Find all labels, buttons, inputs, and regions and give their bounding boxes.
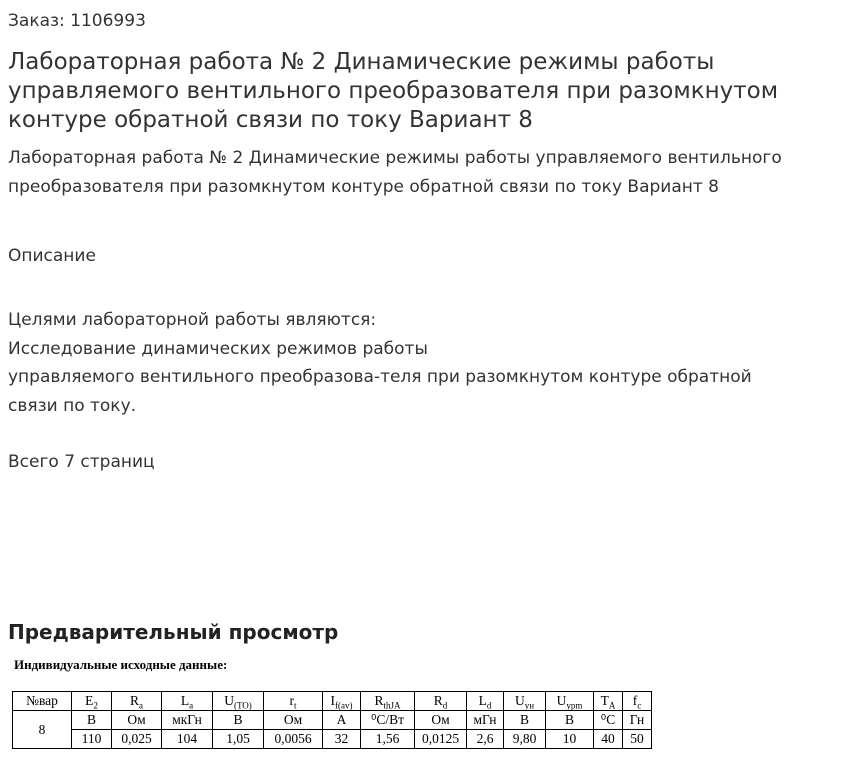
param-value-cell: 10 xyxy=(546,730,594,749)
table-header-row xyxy=(13,692,652,711)
param-value-cell: 104 xyxy=(162,730,213,749)
param-value-cell: 50 xyxy=(623,730,652,749)
param-subscript: d xyxy=(486,700,492,711)
param-symbol: R xyxy=(433,693,443,708)
order-number: Заказ: 1106993 xyxy=(8,11,146,31)
param-subscript: (TO) xyxy=(233,700,252,711)
param-unit-cell: Ом xyxy=(264,711,323,730)
param-symbol: L xyxy=(478,693,487,708)
description-line: Целями лабораторной работы являются: xyxy=(8,310,377,330)
description-line: связи по току. xyxy=(8,395,137,416)
table-values-row xyxy=(13,730,652,749)
param-unit-cell: ⁰С xyxy=(594,711,623,730)
param-subscript: thJA xyxy=(383,700,401,711)
param-subscript: ypm xyxy=(566,700,583,711)
param-subscript: t xyxy=(293,700,297,711)
param-subscript: d xyxy=(442,700,448,711)
param-header-cell xyxy=(504,692,546,711)
param-value-cell: 0,0125 xyxy=(415,730,467,749)
param-value-cell: 1,05 xyxy=(213,730,264,749)
param-symbol: U xyxy=(224,693,234,708)
param-value-cell: 0,025 xyxy=(112,730,162,749)
param-subscript: A xyxy=(608,700,616,711)
page-title: Лабораторная работа № 2 Динамические режимы работы управляемого вентильного преобразователя при разомкнутом контуре обратной связи по току Вариант 8 xyxy=(8,49,779,133)
pages-count: Всего 7 страниц xyxy=(8,452,155,472)
param-header-cell xyxy=(112,692,162,711)
param-symbol: R xyxy=(374,693,384,708)
param-subscript: yн xyxy=(524,700,535,711)
param-value-cell: 32 xyxy=(323,730,361,749)
param-header-cell xyxy=(415,692,467,711)
param-value-cell: 40 xyxy=(594,730,623,749)
param-value-cell: 1,56 xyxy=(361,730,415,749)
param-unit-cell: В xyxy=(72,711,112,730)
work-subtitle: Лабораторная работа № 2 Динамические режимы работы управляемого вентильного преобразователя при разомкнутом контуре обратной связи по току Вариант 8 xyxy=(8,148,782,197)
description-line: управляемого вентильного преобразова-теля при разомкнутом контуре обратной xyxy=(8,367,752,387)
param-value-cell: 2,6 xyxy=(467,730,504,749)
param-symbol: E xyxy=(85,693,94,708)
param-symbol: f xyxy=(632,693,638,708)
param-unit-cell: Ом xyxy=(415,711,467,730)
param-subscript: a xyxy=(139,700,143,711)
description-text xyxy=(8,306,843,420)
param-subscript: a xyxy=(189,700,194,711)
param-header-cell xyxy=(594,692,623,711)
param-symbol: T xyxy=(600,693,609,708)
param-symbol: L xyxy=(180,693,190,708)
param-header-cell xyxy=(623,692,652,711)
param-value-cell: 9,80 xyxy=(504,730,546,749)
param-symbol: I xyxy=(330,693,335,708)
variant-header-cell: №вар xyxy=(13,692,72,711)
param-unit-cell: Ом xyxy=(112,711,162,730)
param-unit-cell: мкГн xyxy=(162,711,213,730)
param-unit-cell: ⁰С/Вт xyxy=(361,711,415,730)
description-label: Описание xyxy=(8,246,96,266)
param-subscript: f(av) xyxy=(335,700,353,711)
parameters-table xyxy=(12,691,652,749)
param-unit-cell: Гн xyxy=(623,711,652,730)
param-header-cell xyxy=(361,692,415,711)
table-units-row xyxy=(13,711,652,730)
param-value-cell: 110 xyxy=(72,730,112,749)
param-header-cell xyxy=(546,692,594,711)
preview-title: Предварительный просмотр xyxy=(8,620,339,644)
param-header-cell xyxy=(213,692,264,711)
param-unit-cell: мГн xyxy=(467,711,504,730)
param-header-cell xyxy=(467,692,504,711)
param-unit-cell: В xyxy=(213,711,264,730)
param-value-cell: 0,0056 xyxy=(264,730,323,749)
param-symbol: U xyxy=(556,693,567,708)
preview-heading: Индивидуальные исходные данные: xyxy=(14,657,228,672)
param-unit-cell: В xyxy=(546,711,594,730)
param-unit-cell: В xyxy=(504,711,546,730)
param-header-cell xyxy=(72,692,112,711)
param-subscript: 2 xyxy=(93,700,98,711)
param-header-cell xyxy=(264,692,323,711)
param-symbol: U xyxy=(514,693,525,708)
param-header-cell xyxy=(323,692,361,711)
param-header-cell xyxy=(162,692,213,711)
variant-cell: 8 xyxy=(13,711,72,749)
param-symbol: R xyxy=(129,693,139,708)
param-symbol: r xyxy=(289,693,294,708)
param-subscript: c xyxy=(637,700,642,711)
param-unit-cell: А xyxy=(323,711,361,730)
description-line: Исследование динамических режимов работы xyxy=(8,338,428,359)
